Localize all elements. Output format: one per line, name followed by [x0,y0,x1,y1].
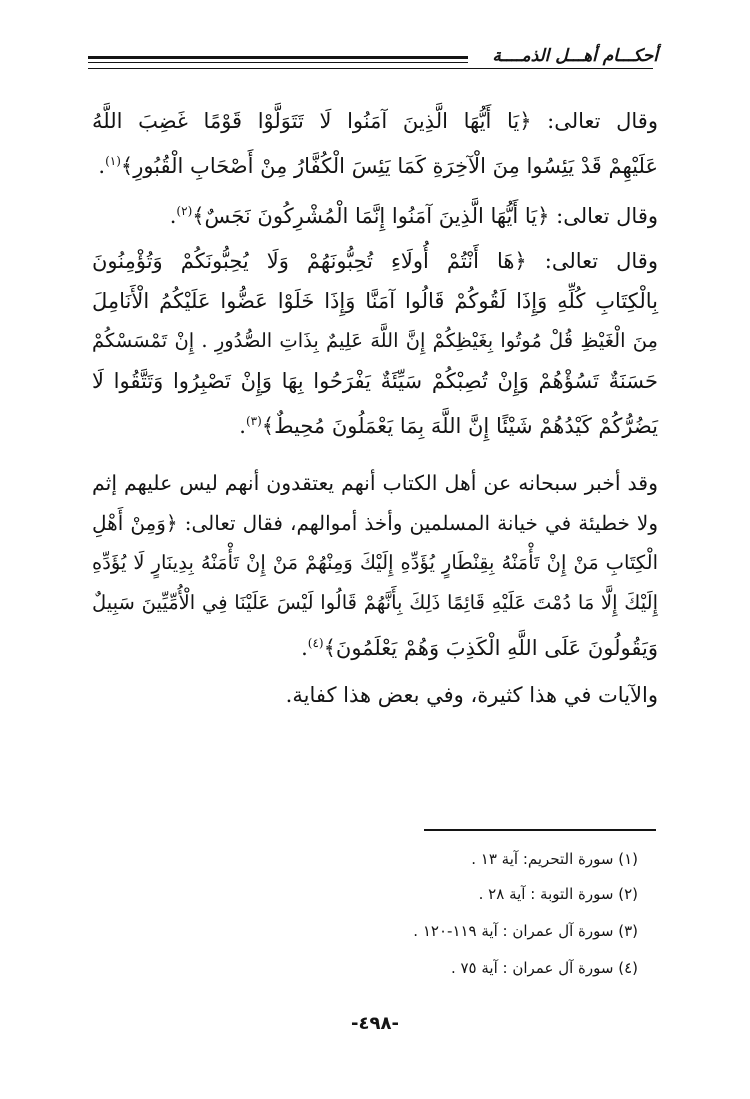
body-line: وقال تعالى: ﴿يَا أَيُّهَا الَّذِينَ آمَنُوا لَا تَتَوَلَّوْا قَوْمًا غَضِبَ اللَّهُ [92,109,658,133]
footnote: (٢) سورة التوبة : آية ٢٨ . [478,885,638,903]
body-line: حَسَنَةٌ تَسُؤْهُمْ وَإِنْ تُصِبْكُمْ سَيِّئَةٌ يَفْرَحُوا بِهَا وَإِنْ تَصْبِرُوا وَتَتَّقُوا لَا [92,369,658,393]
body-line: وقد أخبر سبحانه عن أهل الكتاب أنهم يعتقدون أنهم ليس عليهم إثم [92,471,658,495]
footnote: (٤) سورة آل عمران : آية ٧٥ . [450,959,638,977]
body-line: والآيات في هذا كثيرة، وفي بعض هذا كفاية. [285,683,658,707]
footnote: (١) سورة التحريم: آية ١٣ . [471,850,638,868]
header-rule-thin [88,62,468,63]
body-line: يَضُرُّكُمْ كَيْدُهُمْ شَيْئًا إِنَّ اللَّهَ بِمَا يَعْمَلُونَ مُحِيطٌ﴾$^{(٣)}$. [239,414,658,438]
footnote-ref: (٣) [245,414,262,428]
running-header-title: أحكـــام أهـــل الذمــــة [492,46,658,66]
page-number: -٤٩٨- [351,1013,399,1034]
body-line: بِالْكِتَابِ كُلِّهِ وَإِذَا لَقُوكُمْ قَالُوا آمَنَّا وَإِذَا خَلَوْا عَضُّوا عَلَيْكُمُ الْأَنَامِلَ [92,289,658,313]
footnote: (٣) سورة آل عمران : آية ١١٩-١٢٠ . [413,922,638,940]
footnote-separator [424,829,656,831]
body-line: ولا خطيئة في خيانة المسلمين وأخذ أموالهم، فقال تعالى: ﴿وَمِنْ أَهْلِ [92,511,658,535]
body-line: عَلَيْهِمْ قَدْ يَئِسُوا مِنَ الْآخِرَةِ كَمَا يَئِسَ الْكُفَّارُ مِنْ أَصْحَابِ الْقُبُورِ﴾$^{(١)}$. [98,154,658,178]
body-line: وَيَقُولُونَ عَلَى اللَّهِ الْكَذِبَ وَهُمْ يَعْلَمُونَ﴾$^{(٤)}$. [301,636,658,660]
footnote-ref: (٤) [307,636,324,650]
body-line: إِلَيْكَ إِلَّا مَا دُمْتَ عَلَيْهِ قَائِمًا ذَلِكَ بِأَنَّهُمْ قَالُوا لَيْسَ عَلَيْنَا فِي الْأُمِّيِّينَ سَبِيلٌ [92,591,658,614]
footnote-ref: (١) [105,154,121,168]
footnote-ref: (٢) [176,204,193,218]
body-line: وقال تعالى: ﴿هَا أَنْتُمْ أُولَاءِ تُحِبُّونَهُمْ وَلَا يُحِبُّونَكُمْ وَتُؤْمِنُونَ [92,249,658,273]
body-line: الْكِتَابِ مَنْ إِنْ تَأْمَنْهُ بِقِنْطَارٍ يُؤَدِّهِ إِلَيْكَ وَمِنْهُمْ مَنْ إِنْ تَأْمَنْهُ بِدِينَارٍ لَا يُؤَدِّهِ [92,551,658,574]
body-line: وقال تعالى: ﴿يَا أَيُّهَا الَّذِينَ آمَنُوا إِنَّمَا الْمُشْرِكُونَ نَجَسٌ﴾$^{(٢)}$. [169,204,658,228]
header-rule-full [88,68,653,69]
header-rule-thick [88,56,468,59]
body-line: مِنَ الْغَيْظِ قُلْ مُوتُوا بِغَيْظِكُمْ إِنَّ اللَّهَ عَلِيمٌ بِذَاتِ الصُّدُورِ . إِنْ تَمْسَسْكُمْ [92,329,658,352]
